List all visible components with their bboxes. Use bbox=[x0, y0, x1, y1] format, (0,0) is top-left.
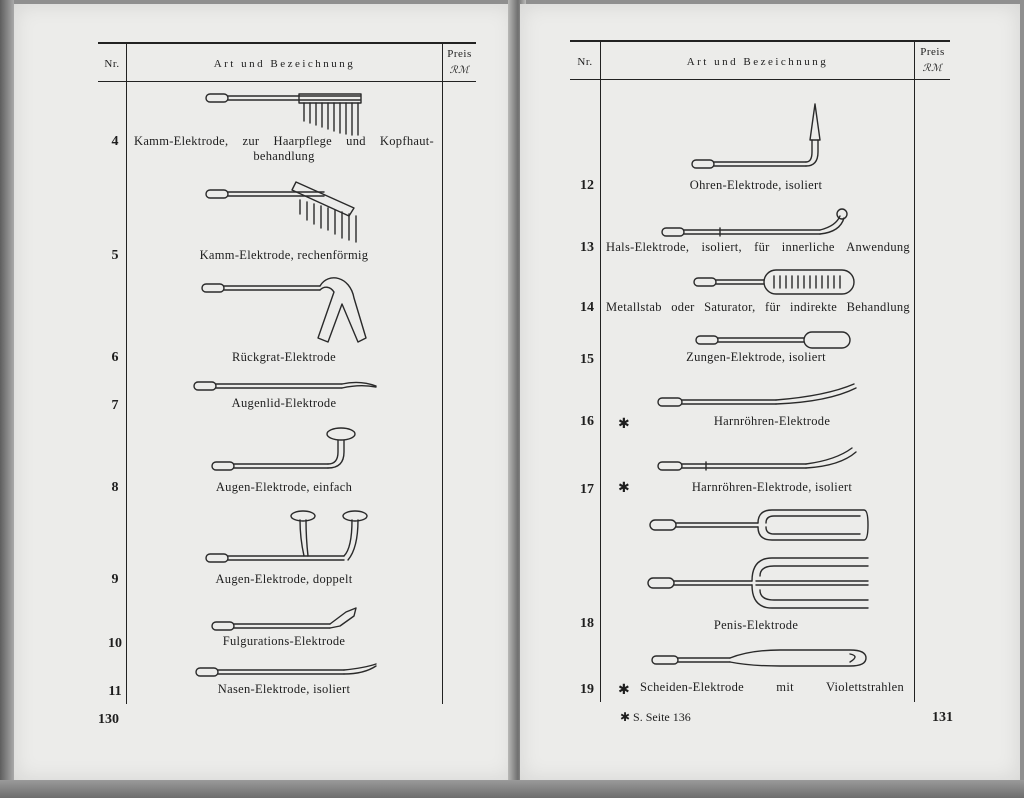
item-number: 9 bbox=[111, 572, 119, 587]
item-label: Hals-Elektrode, isoliert, für innerliche Anwendung bbox=[606, 240, 910, 254]
eyelid-electrode-icon bbox=[192, 378, 378, 394]
header-preis: Preis bbox=[447, 48, 472, 60]
item-number: 4 bbox=[111, 134, 119, 149]
item-label: Augen-Elektrode, einfach bbox=[215, 480, 353, 494]
item-number: 5 bbox=[111, 248, 119, 263]
eye-electrode-single-icon bbox=[210, 424, 360, 474]
nr-column-rule bbox=[600, 42, 601, 702]
header-top-rule bbox=[570, 40, 950, 42]
item-number: 15 bbox=[580, 352, 594, 367]
item-label: Augen-Elektrode, doppelt bbox=[215, 572, 353, 586]
item-number: 6 bbox=[111, 350, 119, 365]
item-number: 16 bbox=[580, 414, 594, 429]
eye-electrode-double-icon bbox=[204, 508, 364, 566]
item-label: Rückgrat-Elektrode bbox=[232, 350, 336, 364]
asterisk-mark: ✱ bbox=[618, 683, 630, 698]
item-label: Kamm-Elektrode, zur Haarpflege und Kopfhaut-behandlung bbox=[134, 134, 434, 163]
urethra-electrode-icon bbox=[656, 380, 860, 410]
book-edge-left bbox=[0, 0, 14, 798]
item-label: Harnröhren-Elektrode, isoliert bbox=[691, 480, 853, 494]
vaginal-electrode-icon bbox=[650, 644, 872, 674]
item-label: Zungen-Elektrode, isoliert bbox=[686, 350, 826, 364]
saturator-icon bbox=[692, 268, 858, 296]
preis-column-rule bbox=[914, 42, 915, 702]
urethra-electrode-insulated-icon bbox=[656, 444, 860, 474]
item-number: 7 bbox=[111, 398, 119, 413]
asterisk-mark: ✱ bbox=[618, 417, 630, 432]
item-label: Scheiden-Elektrode mit Violettstrahlen bbox=[640, 680, 904, 694]
item-label: Augenlid-Elektrode bbox=[231, 396, 337, 410]
header-art: Art und Bezeichnung bbox=[213, 58, 356, 70]
asterisk-mark: ✱ bbox=[618, 481, 630, 496]
preis-column-rule bbox=[442, 44, 443, 704]
comb-electrode-icon bbox=[204, 90, 364, 136]
header-bottom-rule bbox=[570, 79, 950, 80]
book-edge-bottom bbox=[0, 780, 1024, 798]
item-label: Metallstab oder Saturator, für indirekte Behandlung bbox=[606, 300, 910, 314]
page-number: 130 bbox=[98, 712, 119, 727]
item-number: 8 bbox=[111, 480, 119, 495]
item-number: 18 bbox=[580, 616, 594, 631]
header-preis: Preis bbox=[920, 46, 945, 58]
item-label: Ohren-Elektrode, isoliert bbox=[689, 178, 823, 192]
page-number: 131 bbox=[932, 710, 953, 725]
item-number: 10 bbox=[108, 636, 122, 651]
item-label: Penis-Elektrode bbox=[713, 618, 799, 632]
right-page bbox=[520, 4, 1020, 780]
ear-electrode-icon bbox=[690, 100, 830, 172]
tongue-electrode-icon bbox=[694, 330, 854, 350]
item-label: Fulgurations-Elektrode bbox=[222, 634, 346, 648]
item-label: Harnröhren-Elektrode bbox=[713, 414, 831, 428]
header-preis-unit: ℛℳ bbox=[922, 63, 943, 74]
footnote: ✱ S. Seite 136 bbox=[620, 710, 691, 724]
nose-electrode-icon bbox=[194, 662, 380, 680]
throat-electrode-icon bbox=[660, 204, 856, 238]
left-page bbox=[14, 4, 514, 780]
item-label: Kamm-Elektrode, rechenförmig bbox=[199, 248, 369, 262]
spine-electrode-icon bbox=[200, 278, 370, 348]
rake-electrode-icon bbox=[204, 174, 364, 246]
item-number: 14 bbox=[580, 300, 594, 315]
item-label: Nasen-Elektrode, isoliert bbox=[217, 682, 351, 696]
header-bottom-rule bbox=[98, 81, 476, 82]
header-nr: Nr. bbox=[577, 56, 593, 68]
header-top-rule bbox=[98, 42, 476, 44]
fulguration-electrode-icon bbox=[210, 604, 360, 634]
penis-electrode-icon bbox=[648, 504, 874, 612]
header-nr: Nr. bbox=[104, 58, 120, 70]
item-number: 19 bbox=[580, 682, 594, 697]
header-art: Art und Bezeichnung bbox=[686, 56, 829, 68]
header-preis-unit: ℛℳ bbox=[449, 65, 470, 76]
item-number: 17 bbox=[580, 482, 594, 497]
item-number: 12 bbox=[580, 178, 594, 193]
item-number: 13 bbox=[580, 240, 594, 255]
item-number: 11 bbox=[108, 684, 122, 699]
